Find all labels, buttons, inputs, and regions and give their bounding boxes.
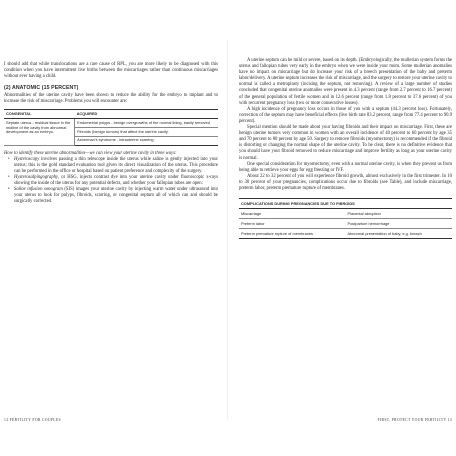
table-cell: Miscarriage — [239, 209, 346, 219]
method-description: (SIS) images your uterine cavity by injecting warm water under ultrasound into your uterus to look for polyps, fibroids, scarring, or congenital septum all of which can and should be surgically corrected. — [14, 187, 218, 205]
col-acquired-header: ACQUIRED — [75, 110, 218, 119]
congenital-cell: Septate uterus - residual tissue in the midline of the cavity from abnormal development as an embryo. — [4, 119, 75, 145]
intro-paragraph: I should add that while translocations are a rare cause of RPL, you are more likely to be diagnosed with this condition when you have intermittent live births between the miscarriages rather than continuous miscarriages without ever having a child. — [4, 62, 218, 80]
table-cell: Placental abruption — [346, 209, 453, 219]
method-description: involves passing a thin telescope inside the uterus while saline is gently injected into your uterus; this is the gold standard evaluation tool given its direct visualization of the uterus. This procedure can be performed in the office or hospital based on patient preference and complexity of the surgery. — [14, 156, 218, 174]
imaging-methods-list — [4, 157, 218, 206]
right-page — [228, 0, 456, 456]
method-term: Hysterosalpingography — [14, 175, 59, 181]
anomalies-table — [4, 109, 218, 145]
table-cell: Preterm labor — [239, 219, 346, 229]
acquired-cell: Asherman’s syndrome - intrauterine scarring — [75, 136, 218, 145]
how-to-identify-heading: How to identify these uterine abnormalities—we can view your uterine cavity in three ways: — [4, 150, 177, 156]
table-cell: Abnormal presentation of baby, e.g. breach — [346, 229, 453, 239]
left-page-footer: 12 FERTILITY FOR COUPLES — [4, 418, 61, 422]
acquired-cell: Fibroids (benign tumors) that affect the uterine cavity. — [75, 128, 218, 137]
body-paragraph: One special consideration for myomectomy, even with a normal uterine cavity, is when they prevent us from being able to retrieve your eggs for egg freezing or IVF. — [239, 161, 452, 173]
list-item — [14, 175, 218, 187]
table-row — [239, 209, 452, 219]
right-page-footer: FIRST, PROTECT YOUR FERTILITY 13 — [377, 418, 452, 422]
body-paragraph: A uterine septum can be mild or severe, based on its depth. (Embryologically, the mullerian system forms the uterus and fallopian tubes very early in the embryo when we were inside your mom. Some mullerian anomalies have no impact on miscarriage but do increase your risk of a breech presentation of the baby and preterm labor/delivery. A uterine septum increases the risk of miscarriage, and the surgery to restore your uterine cavity to normal is called a metroplasty (incising the septum, not removing). A review of a large number of studies concluded that congenital uterine anomalies were present in 4.3 percent (range from 2.7 percent to 16.7 percent) of the general population of fertile women and in 12.6 percent (range from 1.8 percent to 37.6 percent) of you with recurrent pregnancy loss (two or more consecutive losses). — [239, 58, 452, 106]
complications-header: COMPLICATIONS DURING PREGNANCIES DUE TO FIBROIDS — [239, 199, 452, 209]
complications-table — [239, 198, 452, 239]
method-description: , or HSG, injects contrast dye into your uterine cavity under fluoroscopic x-rays showing the inside of the uterus for any potential defects, and whether your fallopian tubes are open: — [14, 175, 218, 187]
list-item — [14, 187, 218, 205]
table-row — [239, 229, 452, 239]
body-paragraph: A high incidence of pregnancy loss occurs in those of you with a septum (44.3 percent loss). Fortunately, correction of the septum may have beneficial effects (live birth rate 83.2 percent, range from 77.4 percent to 90.9 percent). — [239, 106, 452, 124]
table-cell: Preterm premature rupture of membranes — [239, 229, 346, 239]
table-cell: Postpartum hemorrhage — [346, 219, 453, 229]
section-heading: (2) ANATOMIC (15 PERCENT) — [4, 85, 79, 92]
col-congenital-header: CONGENITAL — [4, 110, 75, 119]
method-term: Hysteroscopy — [14, 156, 40, 162]
method-term: Saline infusion sonogram — [14, 187, 63, 193]
table-row — [4, 119, 218, 128]
body-paragraph: Special mention should be made about your having fibroids and their impact on miscarriage. First, these are benign uterine tumors very common in women with an overall incidence of 40 percent to 60 percent by age 35 and 70 percent to 80 percent by age 50. Surgery to remove fibroids (myomectomy) is recommended if the fibroid is distorting or changing the normal shape of the uterine cavity. To be clear, there is no definitive evidence that you should have your fibroid removed to reduce miscarriage and improve fertility as long as your uterine cavity is normal. — [239, 125, 452, 161]
table-row — [239, 219, 452, 229]
list-item — [14, 157, 218, 175]
acquired-cell: Endometrial polyps - benign overgrowths of the normal lining, easily removed — [75, 119, 218, 128]
complications-table-header — [239, 199, 452, 209]
body-paragraph: About 22 to 32 percent of you will experience fibroid growth, almost exclusively in the first trimester. In 10 to 30 percent of your pregnancies, complications occur due to fibroids (see Table), and include miscarriage, preterm labor, preterm premature rupture of membranes. — [239, 173, 452, 191]
anomalies-table-header — [4, 110, 218, 119]
section-intro-paragraph: Abnormalities of the uterine cavity have been shown to reduce the ability for the embryo to implant and to increase the risk of miscarriage. Problems you will encounter are: — [4, 93, 218, 105]
